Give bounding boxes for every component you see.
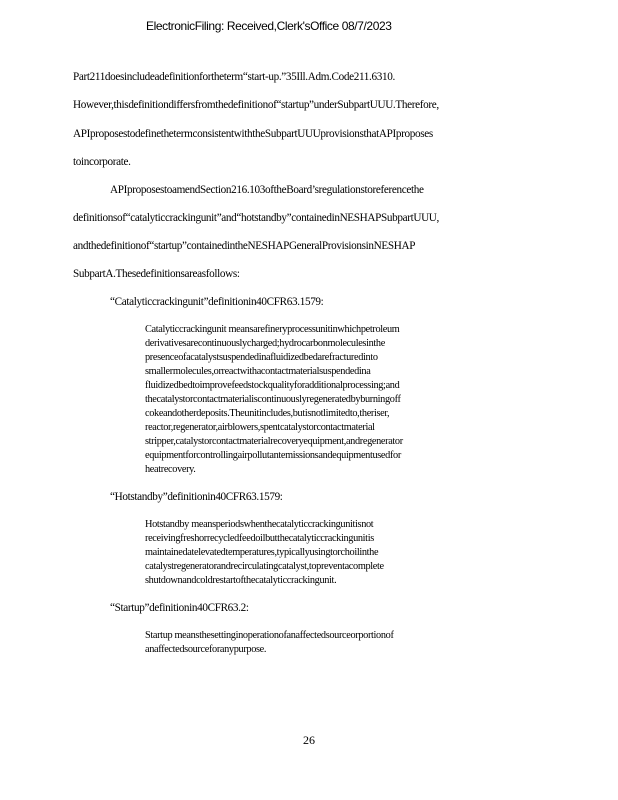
- definition-heading-hot-standby: “Hotstandby”definitionin40CFR63.1579:: [110, 491, 283, 503]
- definition-line: Catalyticcrackingunit meansarefineryprocessunitinwhichpetroleum: [145, 324, 400, 335]
- definition-line: smallermolecules,orreactwithacontactmaterialsuspendedina: [145, 366, 371, 377]
- definition-line: Startup meansthesettinginoperationofanaffectedsourceorportionof: [145, 630, 394, 641]
- definition-line: heatrecovery.: [145, 464, 196, 475]
- definition-line: maintainedatelevatedtemperatures,typicallyusingtorchoilinthe: [145, 547, 379, 558]
- paragraph-2-line-4: SubpartA.Thesedefinitionsareasfollows:: [73, 268, 240, 280]
- definition-line: receivingfreshorrecycledfeedoilbutthecatalyticcrackingunitis: [145, 533, 374, 544]
- definition-line: derivativesarecontinuouslycharged;hydrocarbonmoleculesinthe: [145, 338, 385, 349]
- definition-line: Hotstandby meansperiodswhenthecatalyticcrackingunitisnot: [145, 519, 374, 530]
- paragraph-1-line-1: Part211doesincludeadefinitionfortheterm“start-up.”35Ill.Adm.Code211.6310.: [73, 71, 395, 83]
- definition-line: stripper,catalystorcontactmaterialrecoveryequipment,andregenerator: [145, 436, 403, 447]
- definition-line: cokeandotherdeposits.Theunitincludes,butisnotlimitedto,theriser,: [145, 408, 390, 419]
- paragraph-1-line-2: However,thisdefinitiondiffersfromthedefinitionof“startup”underSubpartUUU.Therefore,: [73, 99, 439, 111]
- definition-line: thecatalystorcontactmaterialiscontinuouslyregeneratedbyburningoff: [145, 394, 401, 405]
- paragraph-1-line-4: toincorporate.: [73, 156, 131, 168]
- definition-line: presenceofacatalystsuspendedinafluidizedbedarefracturedinto: [145, 352, 378, 363]
- definition-line: shutdownandcoldrestartofthecatalyticcrackingunit.: [145, 575, 337, 586]
- paragraph-2-line-1: APIproposestoamendSection216.103oftheBoard’sregulationstoreferencethe: [110, 184, 424, 196]
- definition-line: reactor,regenerator,airblowers,spentcatalystorcontactmaterial: [145, 422, 375, 433]
- page-number: 26: [303, 733, 315, 747]
- filing-stamp: ElectronicFiling: Received,Clerk'sOffice 08/7/2023: [146, 19, 392, 33]
- definition-line: fluidizedbedtoimprovefeedstockqualityforadditionalprocessing;and: [145, 380, 400, 391]
- definition-heading-startup: “Startup”definitionin40CFR63.2:: [110, 602, 249, 614]
- paragraph-1-line-3: APIproposestodefinethetermconsistentwiththeSubpartUUUprovisionsthatAPIproposes: [73, 128, 433, 140]
- definition-line: equipmentforcontrollingairpollutantemissionsandequipmentusedfor: [145, 450, 401, 461]
- paragraph-2-line-2: definitionsof“catalyticcrackingunit”and“hotstandby”containedinNESHAPSubpartUUU,: [73, 212, 439, 224]
- definition-heading-catalytic-cracking-unit: “Catalyticcrackingunit”definitionin40CFR63.1579:: [110, 296, 324, 308]
- definition-line: catalystregeneratorandrecirculatingcatalyst,topreventacomplete: [145, 561, 384, 572]
- definition-line: anaffectedsourceforanypurpose.: [145, 644, 267, 655]
- paragraph-2-line-3: andthedefinitionof“startup”containedintheNESHAPGeneralProvisionsinNESHAP: [73, 240, 416, 252]
